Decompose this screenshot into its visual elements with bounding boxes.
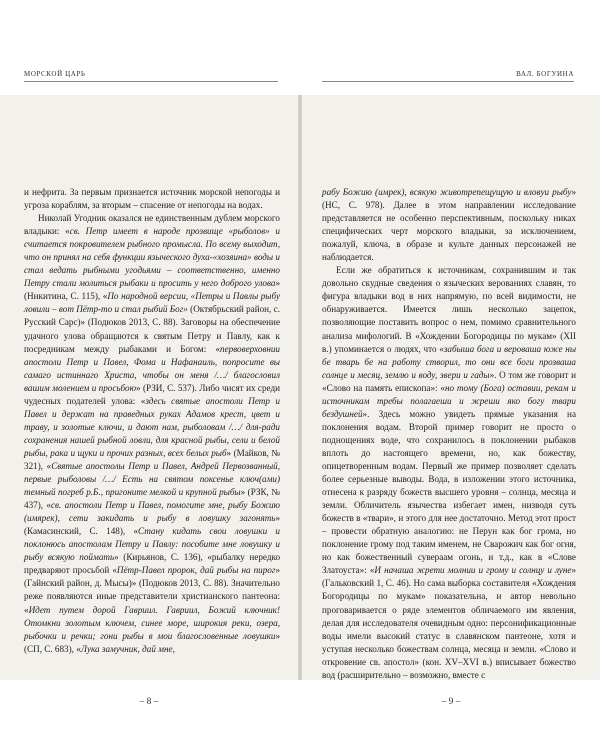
- italic-quote: И начаша жрети молнии и грому и солнцу и луне: [374, 565, 572, 576]
- text-run: » (СП, С. 683), «: [24, 630, 280, 654]
- paragraph-right: [322, 186, 576, 264]
- italic-quote: св. Петр имеет в народе прозвище «рыболов» и считается покровителем рыбного промысла. По всему выходит, что он принял на себя функции языческого духа-«хозяина» воды и стал ведать рыбными угодьями – соответственно, именно Петру стали молиться рыбаки и просить у него доброго улова: [24, 226, 280, 289]
- text-run: » (НС, С. 978). Далее в этом направлении исследование представляется не особенно перспективным, поскольку никах специфических черт морского владыки, за исключением, пожалуй, ключа, в образе и культе данных персонажей не наблюдается.: [322, 187, 576, 263]
- left-page-body: [24, 186, 281, 654]
- left-page: [0, 70, 298, 707]
- italic-quote: здесь святые апостоли Петр и Павел и держат на праведных руках Адамов крест, цвет и траву, и золотые ключи, и дают нам, рыболовам /…/ для-ради сохранения нашей рыбной ловли, для красной рыбы, сели и белой рыбы, рака и щуки и прочих разных, всех белых рыб: [24, 395, 280, 458]
- text-run: » (Кирьянов, С. 136), «рыбалку нередко предваряют просьбой «: [24, 552, 281, 576]
- italic-quote: Идет путем дорой Гавриил. Гавриил, Божий ключник! Отомкни золотым ключем, синее море, широкия реки, озера, рыбочки и речки; гони рыбы в мои благословенные ловушки: [24, 604, 280, 641]
- italic-quote: рабу Божию (имрек), всякую животрепещущую и вловуи рыбу: [322, 187, 572, 197]
- text-run: Если же обратиться к источникам, сохранившим и так довольно скудные сведения о языческих верованиях славян, то фигура владыки вод в них напрямую, по всей видимости, не обнаруживается. Имеется лишь несколько зацепок, позволяющие поставить вопрос о нем, помимо сравнительного анализа мифологий. В «Хождении Богородицы по мукам» (XII в.) упоминается о людях, что «: [322, 265, 576, 354]
- italic-quote: По народной версии, «Петры и Павлы рыбу ловили – вот Пётр-то и стал рыбий Бог»: [24, 291, 280, 315]
- italic-quote: Стану кидать свои ловушки и поклонюсь апостолам Петру и Павлу: пособите мне ловушку и рыбу всякую поймать: [24, 526, 280, 563]
- italic-quote: но тому (Бога) оставии, рекам и источникам требы полагаеши и жреши яко богу твари бездушней: [322, 382, 576, 419]
- paragraph-left: [24, 212, 280, 656]
- text-run: (Октябрьский район, с. Русский Сарс)» (Подюков 2013, С. 88). Заговоры на обеспечение удачного улова обращаются к святым Петру и Павлу, как к посредникам между рыбаками и Богом: «: [24, 304, 280, 354]
- italic-quote: первоверховнии апостоли Петр и Павел, Фома и Нафанаиль, попросите вы самаго истиннаго Христа, чтобы он меня /…/ благословил вашим молением и просьбою: [24, 343, 280, 393]
- text-run: ». О том же говорит и «Слово на память епископа»: «: [322, 369, 577, 393]
- page-number-right: – 9 –: [441, 697, 461, 707]
- text-run: » (Майков, № 321), «: [24, 447, 280, 471]
- text-run: Николай Угодник оказался не единственным дублем морского владыки: «: [24, 213, 280, 237]
- running-head-left: МОРСКОЙ ЦАРЬ: [24, 70, 278, 82]
- paragraph-left: [24, 186, 280, 212]
- right-page: [302, 70, 600, 707]
- text-run: ». Здесь можно увидеть прямые указания на поклонения водам. Второй пример говорит не просто о поднощениях воде, что сохранилось в поклонении рыбаков вплоть до настоящего времени, но, как божеству, опицетворенным водам. Первый же пример позволяет сделать более серьезные выводы. Вода, в изложении этого источника, отнесена к разряду божеств высшего уровня – солнца, месяца и земли. Обличитель язычества избегает имен, низводя суть божеств в «твари», и этого для нее достаточно. Метод этот прост – провести обратную аналогию: не Перун как бог грома, но поклонение грому под таким именем, не Сварожич как бог огня, но как божественный сувераам огонь, и т.д., как в «Слове Златоуста»: «: [322, 408, 576, 576]
- text-run: » (РЗИ, С. 537). Либо чисят их среди чудесных подателей улова: «: [24, 382, 280, 406]
- running-head-right: ВАЛ. БОГУИНА: [322, 70, 574, 82]
- paragraph-right: [322, 264, 576, 682]
- text-run: и нефрита. За первым признается источник морской непогоды и угроза кораблям, за вторым – спасение от непогоды на водах.: [24, 187, 280, 211]
- italic-quote: св. апостоли Петр и Павел, помогите мне, рыбу Божию (имярек), сети закидать и рыбу в ловушку загонять: [24, 500, 280, 524]
- book-spread: [0, 70, 600, 707]
- text-run: » (Гайнский район, д. Мысы)» (Подюков 2013, С. 88). Значительно реже появляются иные представители христианского пантеона: «: [24, 565, 280, 615]
- text-run: » (Гальковский 1, С. 46). Но сама выборка составителя «Хождения Богородицы по мукам» показательна, и автор невольно проговаривается о ряде элементов обличаемого им явления, делая для исследователя очевидным одно: персонификационные воды имели высокий статус в славянском пантеоне, хотя и уступая несколько божествам солнца, месяца и земли. «Слово и откровение св. апостол» (кон. XV–XVI в.) вписывает божество вод (расширительно – возможно, вместе с: [322, 565, 577, 680]
- page-number-left: – 8 –: [139, 697, 159, 707]
- italic-quote: Лука замучник, дай мне,: [80, 643, 175, 654]
- text-run: » (РЗК, № 437), «: [24, 487, 280, 511]
- text-run: » (Камасинский, С. 148), «: [24, 513, 280, 537]
- italic-quote: Святые апостолы Петр и Павел, Андрей Первозванный, первые рыболовы /…/ Есть на святом поксенье ключ(ами) темный погреб р.Б., пригоните мелкой и крупной рыбы: [24, 460, 280, 498]
- text-run: » (Никитина, С. 115), «: [24, 278, 280, 302]
- italic-quote: забыша бога и вероваша юже ны бе тварь бе на работу створил, то они все боги прозваша солнце и месяц, землю и воду, звери и гады: [322, 343, 577, 380]
- italic-quote: Пётр-Павел пророк, дай рыбы на пирог: [116, 565, 276, 576]
- right-page-body: [322, 186, 577, 680]
